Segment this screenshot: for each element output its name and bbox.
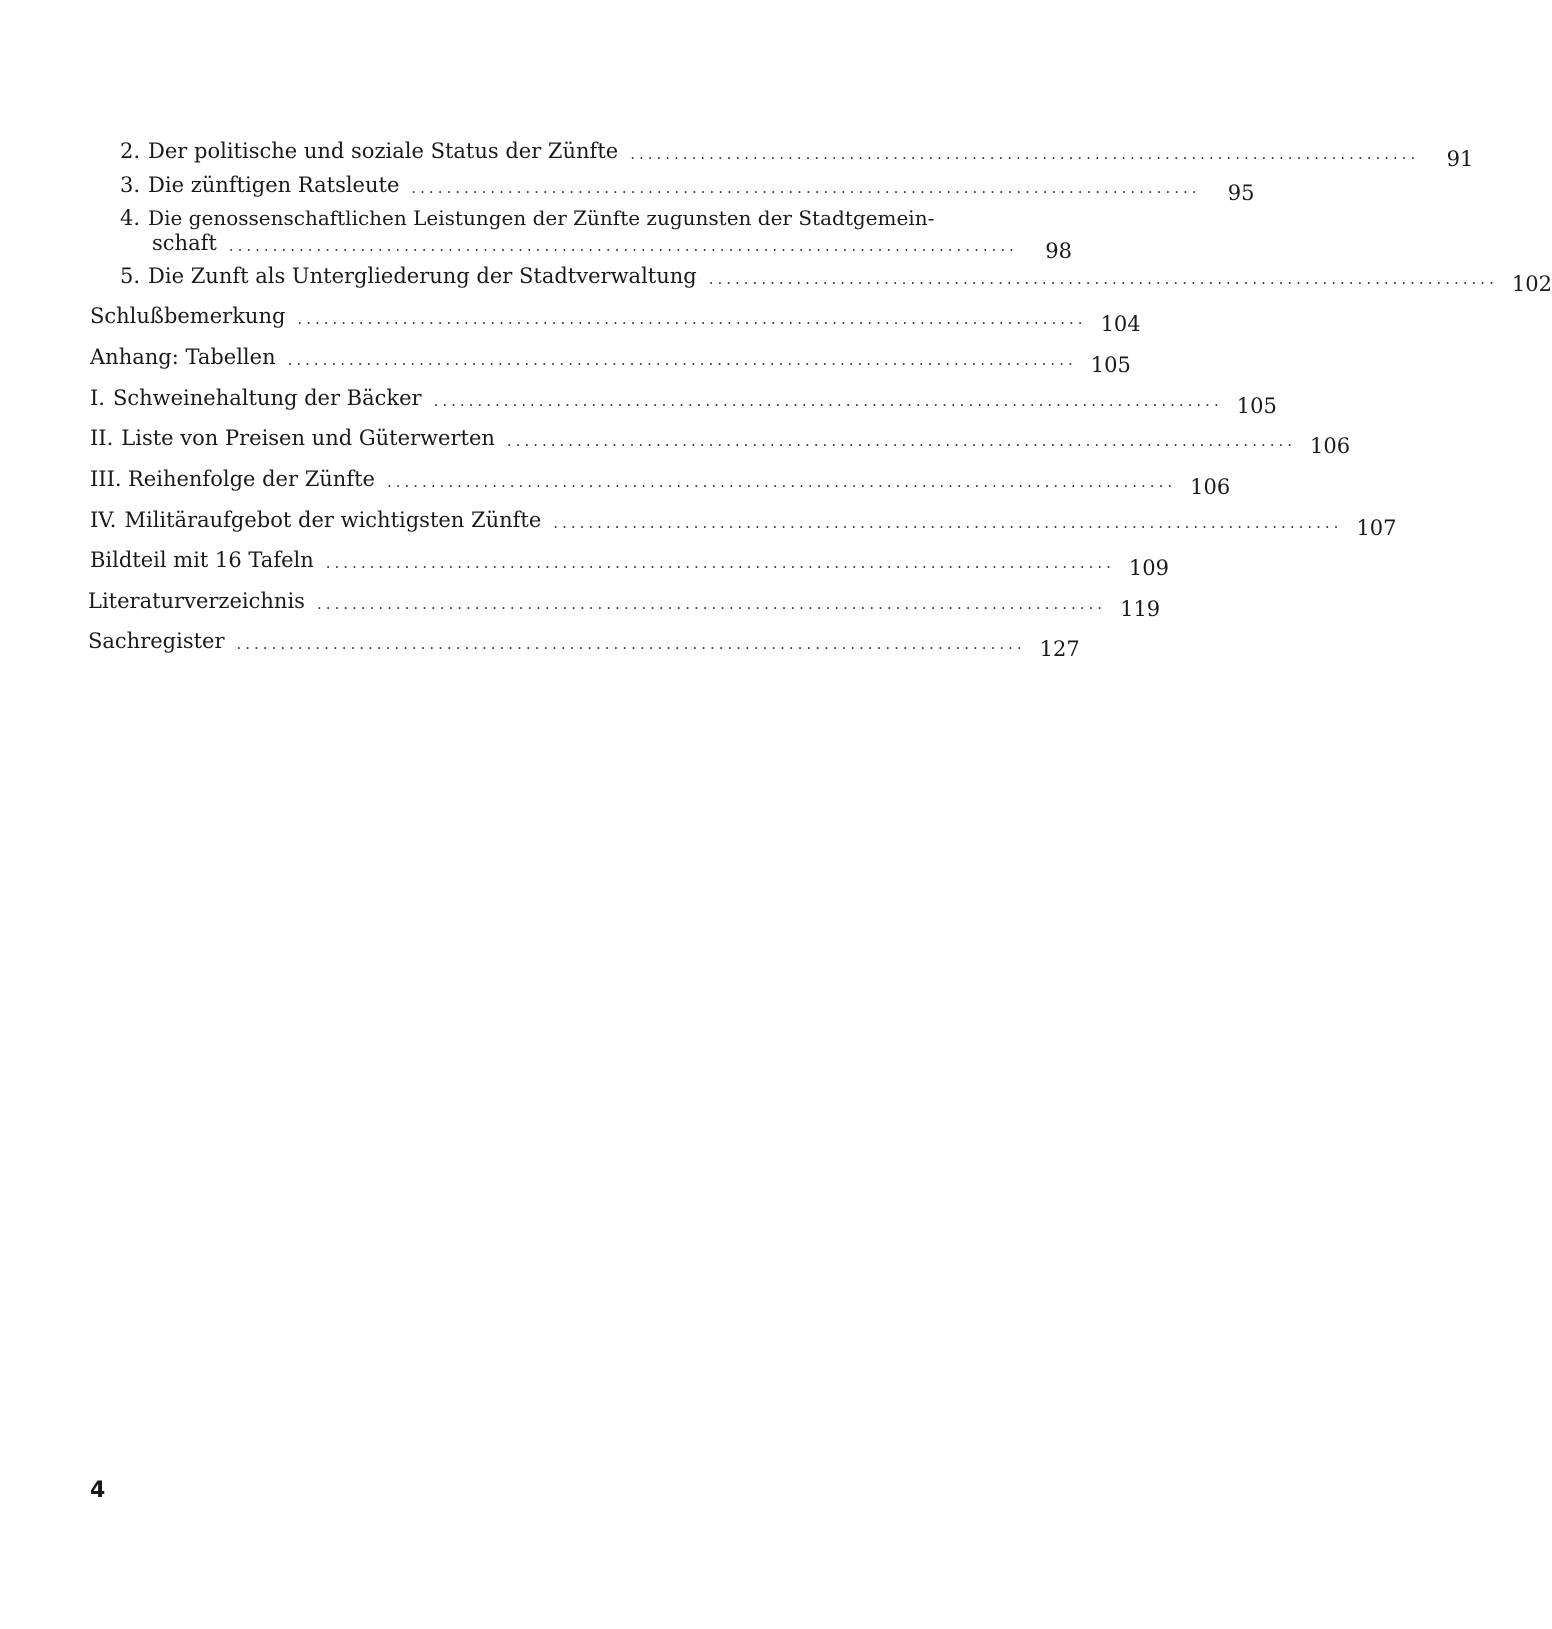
- entry-page: 105: [1236, 394, 1277, 418]
- leader-dots: ..........................................................................................: [287, 351, 1077, 369]
- toc-entry: [120, 173, 1255, 205]
- entry-page: 105: [1090, 353, 1131, 377]
- entry-number: 3.: [120, 173, 141, 197]
- toc-entry: [88, 589, 1161, 621]
- entry-title-line2: schaft: [152, 231, 217, 255]
- entry-title: Bildteil mit 16 Tafeln: [90, 548, 314, 572]
- leader-dots: ..........................................................................................: [411, 179, 1201, 197]
- toc-entry: [120, 206, 1072, 263]
- leader-dots: ..........................................................................................: [297, 310, 1087, 328]
- leader-dots: ..........................................................................................: [236, 635, 1026, 653]
- entry-title-line1: Die genossenschaftlichen Leistungen der Zünfte zugunsten der Stadtgemein-: [148, 206, 935, 230]
- toc-entry: [90, 508, 1397, 540]
- leader-dots: ..........................................................................................: [316, 595, 1107, 613]
- entry-number: IV.: [90, 508, 117, 532]
- leader-dots: ..........................................................................................: [506, 432, 1297, 450]
- entry-page: 104: [1100, 312, 1141, 336]
- entry-title: Anhang: Tabellen: [90, 345, 276, 369]
- leader-dots: ..........................................................................................: [708, 270, 1498, 288]
- toc-entry: [120, 264, 1552, 296]
- leader-dots: ..........................................................................................: [386, 473, 1177, 491]
- toc-entry: [90, 304, 1141, 336]
- entry-number: 5.: [120, 264, 141, 288]
- entry-title: Reihenfolge der Zünfte: [128, 467, 375, 491]
- entry-number: II.: [90, 426, 114, 450]
- entry-title: Literaturverzeichnis: [88, 589, 305, 613]
- toc-entry: [120, 139, 1474, 171]
- entry-title: Liste von Preisen und Güterwerten: [121, 426, 495, 450]
- toc-entry: [90, 548, 1169, 580]
- entry-page: 106: [1190, 475, 1231, 499]
- entry-page: 95: [1227, 181, 1255, 205]
- leader-dots: ..........................................................................................: [325, 554, 1115, 572]
- leader-dots: ..........................................................................................: [228, 237, 1018, 255]
- table-of-contents: [0, 0, 1552, 700]
- toc-entry: [90, 426, 1351, 458]
- entry-page: 119: [1120, 597, 1161, 621]
- entry-title: Der politische und soziale Status der Zünfte: [148, 139, 619, 163]
- entry-page: 102: [1511, 272, 1552, 296]
- entry-page: 91: [1446, 147, 1474, 171]
- toc-entry: [88, 629, 1080, 661]
- entry-page: 107: [1356, 516, 1397, 540]
- leader-dots: ..........................................................................................: [553, 514, 1343, 532]
- leader-dots: ..........................................................................................: [630, 145, 1420, 163]
- entry-title: Schlußbemerkung: [90, 304, 286, 328]
- entry-number: 2.: [120, 139, 141, 163]
- leader-dots: ..........................................................................................: [433, 392, 1223, 410]
- entry-title: Die zünftigen Ratsleute: [148, 173, 400, 197]
- page-number: 4: [90, 1478, 106, 1503]
- toc-entry: [90, 467, 1231, 499]
- entry-number: III.: [90, 467, 122, 491]
- entry-page: 106: [1310, 434, 1351, 458]
- entry-title: Sachregister: [88, 629, 225, 653]
- entry-number: I.: [90, 386, 105, 410]
- entry-number: 4.: [120, 206, 141, 230]
- entry-title: Militäraufgebot der wichtigsten Zünfte: [124, 508, 542, 532]
- entry-page: 109: [1128, 556, 1169, 580]
- entry-page: 98: [1045, 239, 1072, 263]
- entry-page: 127: [1039, 637, 1080, 661]
- entry-title: Schweinehaltung der Bäcker: [112, 386, 422, 410]
- toc-entry: [90, 345, 1131, 377]
- toc-entry: [90, 386, 1277, 418]
- entry-title: Die Zunft als Untergliederung der Stadtverwaltung: [148, 264, 697, 288]
